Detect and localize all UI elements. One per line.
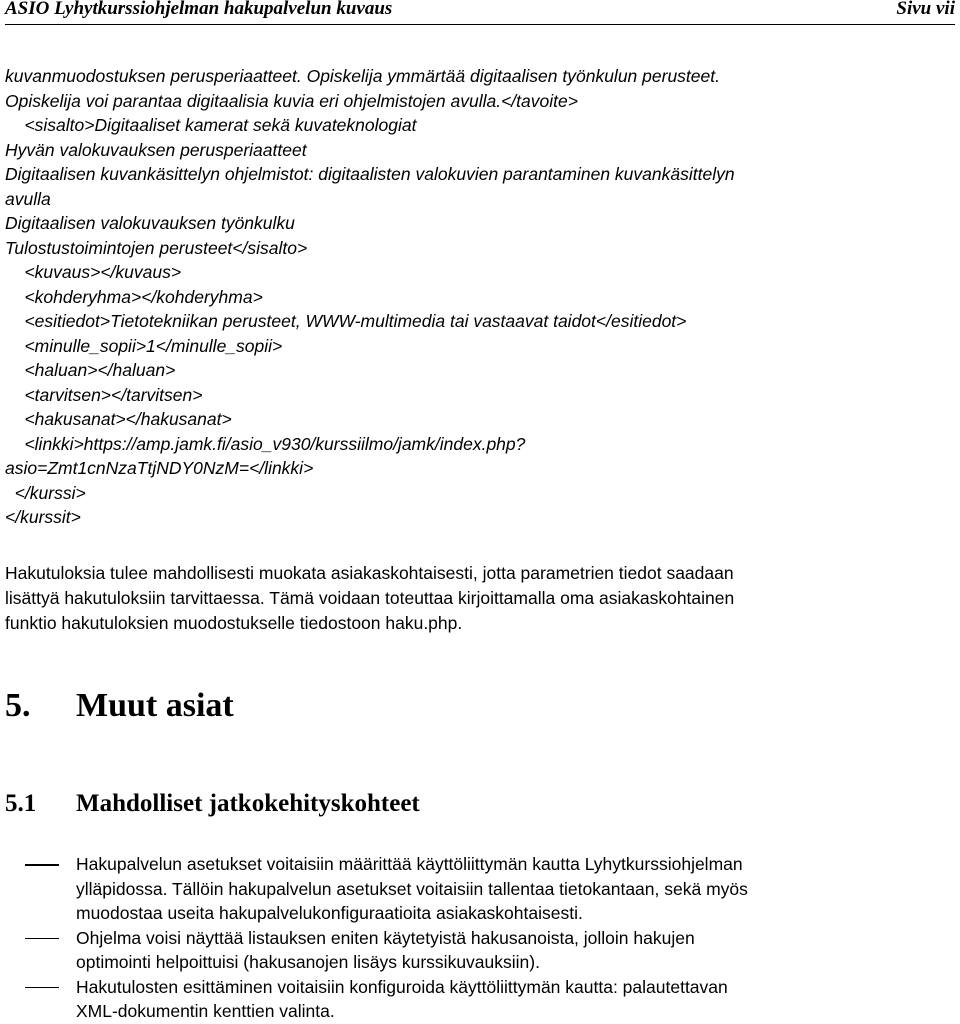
code-line: </kurssit> bbox=[5, 507, 81, 527]
document-title: ASIO Lyhytkurssiohjelman hakupalvelun kuvaus bbox=[5, 0, 393, 19]
list-item-line: Ohjelma voisi näyttää listauksen eniten käytetyistä hakusanoista, jolloin hakujen bbox=[76, 927, 695, 948]
code-line: <minulle_sopii>1</minulle_sopii> bbox=[5, 335, 283, 356]
section-heading bbox=[5, 686, 234, 726]
list-item-line: Hakupalvelun asetukset voitaisiin määrittää käyttöliittymän kautta Lyhytkurssiohjelman bbox=[76, 854, 743, 874]
paragraph-line: funktio hakutuloksien muodostukselle tiedostoon haku.php. bbox=[5, 613, 463, 633]
code-line: <haluan></haluan> bbox=[5, 360, 176, 380]
code-line: avulla bbox=[5, 188, 51, 209]
xml-example-block bbox=[5, 64, 955, 530]
section-number: 5. bbox=[5, 687, 31, 724]
page-number: Sivu vii bbox=[896, 0, 955, 19]
list-item bbox=[5, 852, 955, 926]
code-line: Digitaalisen kuvankäsittelyn ohjelmistot: digitaalisten valokuvien parantaminen kuvankäsittelyn bbox=[5, 164, 735, 184]
code-line: <sisalto>Digitaaliset kamerat sekä kuvateknologiat bbox=[5, 115, 417, 135]
paragraph-line: lisättyä hakutuloksiin tarvittaessa. Tämä voidaan toteuttaa kirjoittamalla oma asiakaskohtainen bbox=[5, 588, 735, 608]
code-line: kuvanmuodostuksen perusperiaatteet. Opiskelija ymmärtää digitaalisen työnkulun perusteet. bbox=[5, 66, 720, 86]
code-line: Hyvän valokuvauksen perusperiaatteet bbox=[5, 139, 307, 160]
dash-bullet-icon bbox=[25, 864, 59, 866]
list-item-line: Hakutulosten esittäminen voitaisiin konfiguroida käyttöliittymän kautta: palautettavan bbox=[76, 976, 728, 997]
subsection-number: 5.1 bbox=[5, 790, 37, 817]
code-line: <kuvaus></kuvaus> bbox=[5, 262, 182, 282]
code-line: Tulostustoimintojen perusteet</sisalto> bbox=[5, 237, 308, 258]
page-header bbox=[5, 0, 955, 25]
code-line: <esitiedot>Tietotekniikan perusteet, WWW-multimedia tai vastaavat taidot</esitiedot> bbox=[5, 311, 687, 331]
code-line: <tarvitsen></tarvitsen> bbox=[5, 384, 203, 405]
list-item-line: optimointi helpoittuisi (hakusanojen lisäys kurssikuvauksiin). bbox=[76, 952, 540, 972]
code-line: <hakusanat></hakusanat> bbox=[5, 409, 232, 429]
section-title: Muut asiat bbox=[76, 687, 234, 724]
subsection-heading bbox=[5, 788, 420, 820]
code-line: asio=Zmt1cnNzaTtjNDY0NzM=</linkki> bbox=[5, 458, 314, 478]
code-line: <kohderyhma></kohderyhma> bbox=[5, 286, 263, 307]
dash-bullet-icon bbox=[25, 987, 59, 989]
list-item bbox=[5, 975, 955, 1024]
dash-bullet-icon bbox=[25, 938, 59, 940]
subsection-title: Mahdolliset jatkokehityskohteet bbox=[76, 790, 420, 817]
code-line: </kurssi> bbox=[5, 482, 86, 503]
paragraph-line: Hakutuloksia tulee mahdollisesti muokata asiakaskohtaisesti, jotta parametrien tiedot saadaan bbox=[5, 563, 734, 583]
list-item-line: XML-dokumentin kenttien valinta. bbox=[76, 1001, 335, 1021]
body-paragraph bbox=[5, 561, 955, 636]
code-line: Digitaalisen valokuvauksen työnkulku bbox=[5, 213, 295, 233]
improvement-list bbox=[5, 852, 955, 1024]
code-line: Opiskelija voi parantaa digitaalisia kuvia eri ohjelmistojen avulla.</tavoite> bbox=[5, 90, 578, 111]
list-item-line: muodostaa useita hakupalvelukonfiguraatioita asiakaskohtaisesti. bbox=[76, 903, 583, 923]
list-item-line: ylläpidossa. Tällöin hakupalvelun asetukset voitaisiin tallentaa tietokantaan, sekä myös bbox=[76, 878, 748, 899]
code-line: <linkki>https://amp.jamk.fi/asio_v930/kurssiilmo/jamk/index.php? bbox=[5, 433, 526, 454]
list-item bbox=[5, 926, 955, 975]
